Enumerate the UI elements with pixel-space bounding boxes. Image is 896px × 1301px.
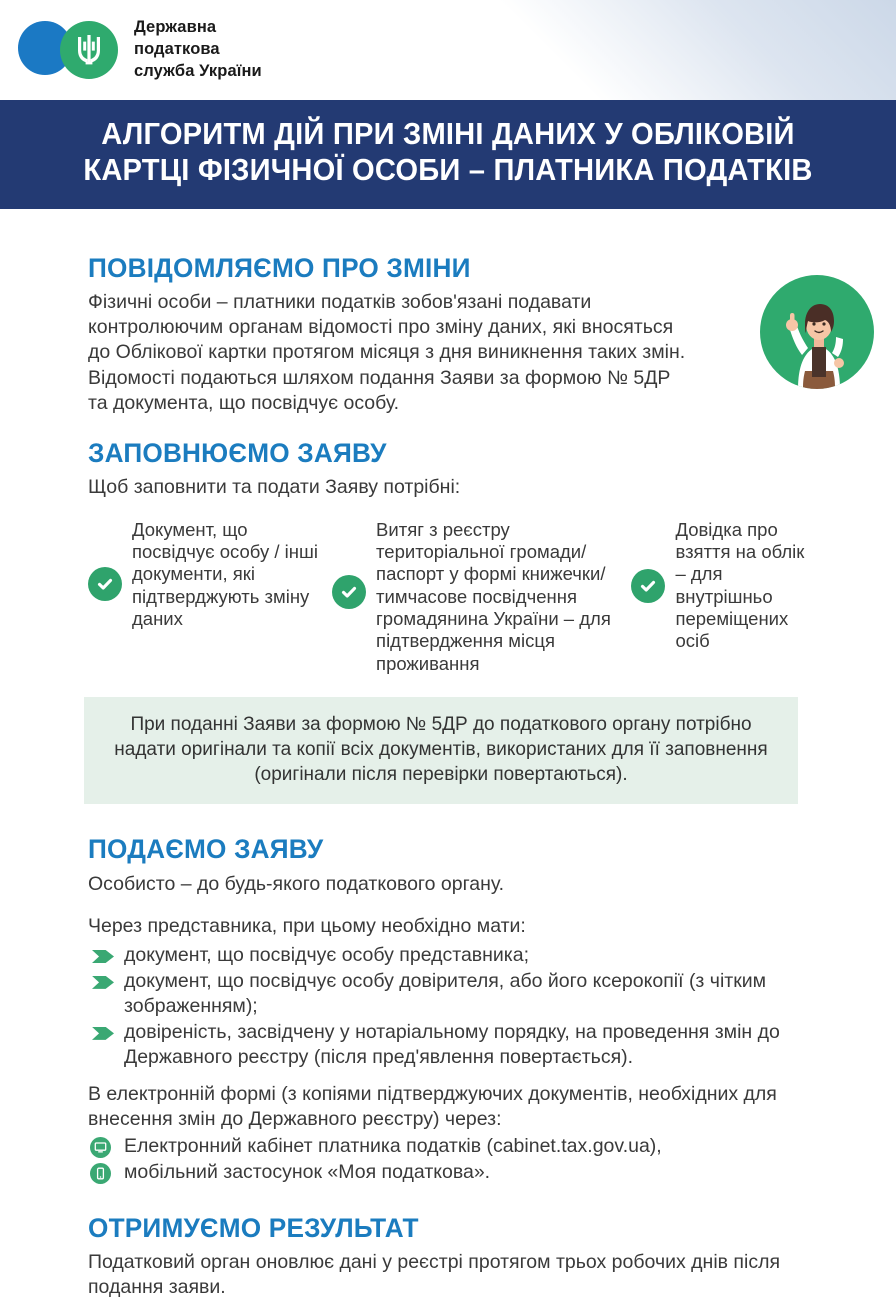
required-document-label: Витяг з реєстру територіальної громади/ паспорт у формі книжечки/ тимчасове посвідчення громадянина України – для підтвердження місця проживання <box>376 518 611 674</box>
brand-name-line-1: Державна <box>134 18 217 37</box>
list-item <box>88 1134 816 1159</box>
check-circle-icon <box>631 569 665 603</box>
required-document-item <box>631 519 816 676</box>
section-notify-heading: ПОВІДОМЛЯЄМО ПРО ЗМІНИ <box>88 252 471 283</box>
section-fill-application <box>88 438 816 804</box>
originals-notice-callout: При поданні Заяви за формою № 5ДР до податкового органу потрібно надати оригінали та копії всіх документів, використаних для її заповнення (оригінали після перевірки повертаються). <box>84 697 798 804</box>
check-circle-icon <box>88 567 122 601</box>
required-document-item <box>332 519 625 676</box>
channel-label[interactable]: Електронний кабінет платника податків (cabinet.tax.gov.ua), <box>124 1135 662 1158</box>
channel-label: мобільний застосунок «Моя податкова». <box>124 1160 491 1183</box>
main-content <box>0 209 896 1301</box>
section-submit-application <box>88 834 816 1185</box>
required-document-label: Документ, що посвідчує особу / інші документи, які підтверджують зміну даних <box>132 518 318 630</box>
brand-logo <box>18 21 122 79</box>
section-notify <box>88 253 816 417</box>
illustration-circle-background <box>760 275 874 389</box>
desktop-monitor-icon <box>90 1137 111 1158</box>
woman-pointing-up-illustration <box>760 275 874 389</box>
electronic-channels-list <box>88 1134 816 1185</box>
list-item <box>88 969 816 1019</box>
required-document-label: Довідка про взяття на облік – для внутрішньо переміщених осіб <box>675 518 805 652</box>
section-submit-heading: ПОДАЄМО ЗАЯВУ <box>88 834 324 865</box>
check-circle-icon <box>332 575 366 609</box>
required-document-item <box>88 519 326 676</box>
arrow-bullet-icon <box>92 950 114 963</box>
brand-name <box>134 17 262 83</box>
brand-name-line-2: податкова <box>134 40 220 59</box>
list-item <box>88 1020 816 1070</box>
list-item-label: документ, що посвідчує особу представника; <box>124 943 530 966</box>
list-item-label: довіреність, засвідчену у нотаріальному порядку, на проведення змін до Державного реєстру (після пред'явлення повертається). <box>124 1020 780 1068</box>
list-item <box>88 943 816 968</box>
required-documents-list <box>88 519 816 676</box>
representative-requirements-list <box>88 943 816 1070</box>
title-line-2: КАРТЦІ ФІЗИЧНОЇ ОСОБИ – ПЛАТНИКА ПОДАТКІВ <box>83 152 813 188</box>
brand-name-line-3: служба України <box>134 61 262 80</box>
submit-representative-intro: Через представника, при цьому необхідно мати: <box>88 914 526 937</box>
list-item <box>88 1160 816 1185</box>
logo-green-circle-icon <box>60 21 118 79</box>
title-line-1: АЛГОРИТМ ДІЙ ПРИ ЗМІНІ ДАНИХ У ОБЛІКОВІЙ <box>101 116 795 151</box>
arrow-bullet-icon <box>92 1027 114 1040</box>
section-fill-heading: ЗАПОВНЮЄМО ЗАЯВУ <box>88 438 387 469</box>
mobile-phone-icon <box>90 1163 111 1184</box>
title-banner <box>0 100 896 209</box>
notify-paragraph-2: Відомості подаються шляхом подання Заяви за формою № 5ДР та документа, що посвідчує особу. <box>88 366 671 414</box>
submit-in-person-text: Особисто – до будь-якого податкового органу. <box>88 873 505 896</box>
list-item-label: документ, що посвідчує особу довірителя, або його ксерокопії (з чітким зображенням); <box>124 969 767 1017</box>
submit-electronic-intro: В електронній формі (з копіями підтверджуючих документів, необхідних для внесення змін до Державного реєстру) через: <box>88 1082 777 1131</box>
section-notify-body <box>88 290 688 417</box>
brand-header <box>0 0 896 100</box>
arrow-bullet-icon <box>92 976 114 989</box>
result-paragraph: Податковий орган оновлює дані у реєстрі протягом трьох робочих днів після подання заяви. <box>88 1251 781 1299</box>
section-result <box>88 1213 816 1301</box>
section-result-heading: ОТРИМУЄМО РЕЗУЛЬТАТ <box>88 1213 419 1244</box>
notify-paragraph-1: Фізичні особи – платники податків зобов'язані подавати контролюючим органам відомості про зміну даних, які вносяться до Облікової картки протягом місяця з дня виникнення таких змін. <box>88 290 686 364</box>
fill-intro-text: Щоб заповнити та подати Заяву потрібні: <box>88 476 461 499</box>
